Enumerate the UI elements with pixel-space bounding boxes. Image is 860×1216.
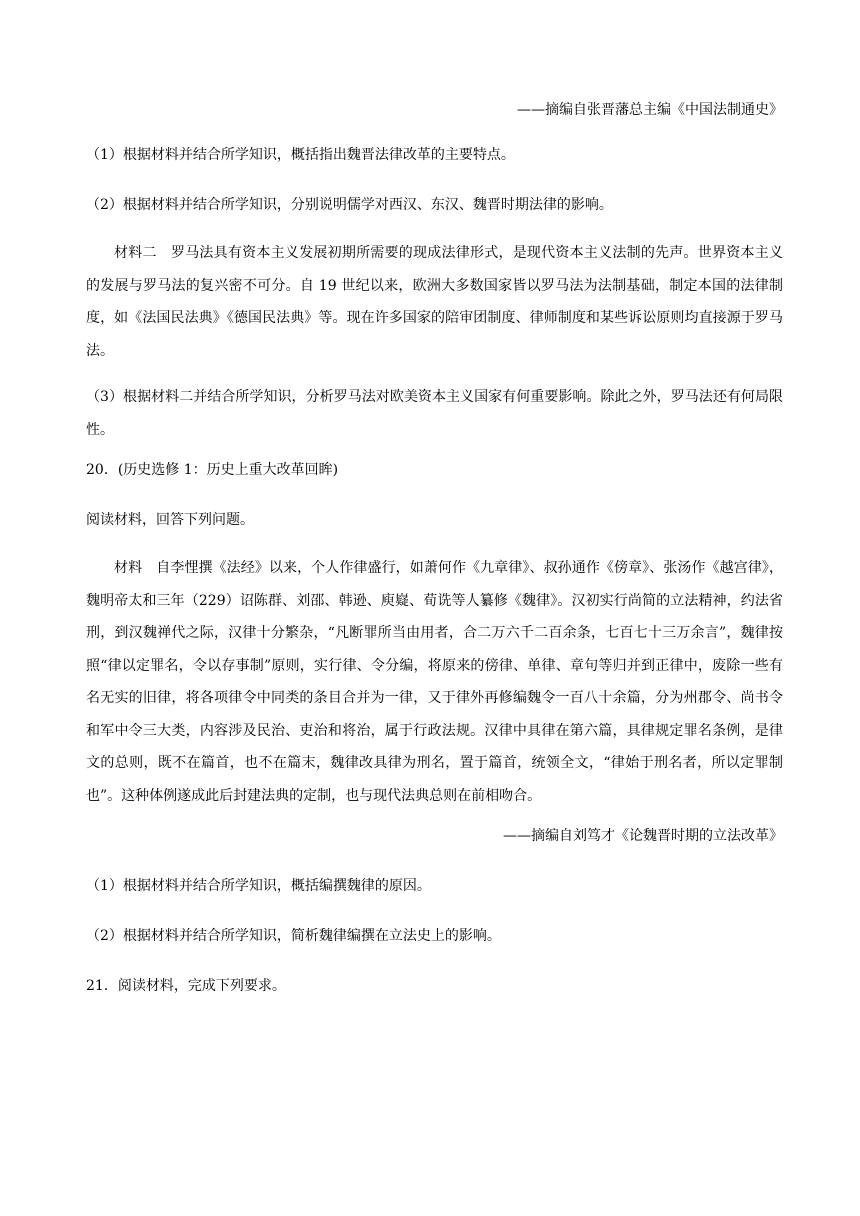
question-19-2: （2）根据材料并结合所学知识，分别说明儒学对西汉、东汉、魏晋时期法律的影响。 — [86, 197, 613, 213]
question-20-2: （2）根据材料并结合所学知识，简析魏律编撰在立法史上的影响。 — [86, 928, 501, 944]
question-20-instruction: 阅读材料，回答下列问题。 — [86, 512, 254, 528]
question-21-heading: 21．阅读材料，完成下列要求。 — [86, 978, 286, 994]
material-two-paragraph: 材料二 罗马法具有资本主义发展初期所需要的现成法律形式，是现代资本主义法制的先声。世界资本主义的发展与罗马法的复兴密不可分。自 19 世纪以来，欧洲大多数国家皆以罗马法为法制基础，制定本国的法律制度，如《法国民法典》《德国民法典》等。现在许多国家的陪审团制度、律师制度和某些诉讼原则均直接源于罗马法。 — [86, 245, 783, 359]
source-citation-liu: ——摘编自刘笃才《论魏晋时期的立法改革》 — [503, 828, 783, 844]
question-20-1: （1）根据材料并结合所学知识，概括编撰魏律的原因。 — [86, 878, 431, 894]
question-20-heading: 20．(历史选修 1：历史上重大改革回眸) — [86, 462, 339, 478]
question-19-1: （1）根据材料并结合所学知识，概括指出魏晋法律改革的主要特点。 — [86, 147, 515, 163]
document-page — [86, 100, 783, 996]
question-20-material-paragraph: 材料 自李悝撰《法经》以来，个人作律盛行，如萧何作《九章律》、叔孙通作《傍章》、张汤作《越宫律》，魏明帝太和三年（229）诏陈群、刘邵、韩逊、庾嶷、荀诜等人纂修《魏律》。汉初实行尚简的立法精神，约法省刑，到汉魏禅代之际，汉律十分繁杂，“凡断罪所当由用者，合二万六千二百余条，七百七十三万余言”，魏律按照“律以定罪名，令以存事制”原则，实行律、令分编，将原来的傍律、单律、章句等归并到正律中，废除一些有名无实的旧律，将各项律令中同类的条目合并为一律，又于律外再修编魏令一百八十余篇，分为州郡令、尚书令和军中令三大类，内容涉及民治、吏治和将治，属于行政法规。汉律中具律在第六篇，具律规定罪名条例，是律文的总则，既不在篇首，也不在篇末，魏律改具律为刑名，置于篇首，统领全文，“律始于刑名者，所以定罪制也”。这种体例遂成此后封建法典的定制，也与现代法典总则在前相吻合。 — [86, 560, 783, 804]
question-19-3: （3）根据材料二并结合所学知识，分析罗马法对欧美资本主义国家有何重要影响。除此之外，罗马法还有何局限性。 — [86, 389, 783, 438]
source-citation-zhang: ——摘编自张晋藩总主编《中国法制通史》 — [517, 102, 783, 118]
